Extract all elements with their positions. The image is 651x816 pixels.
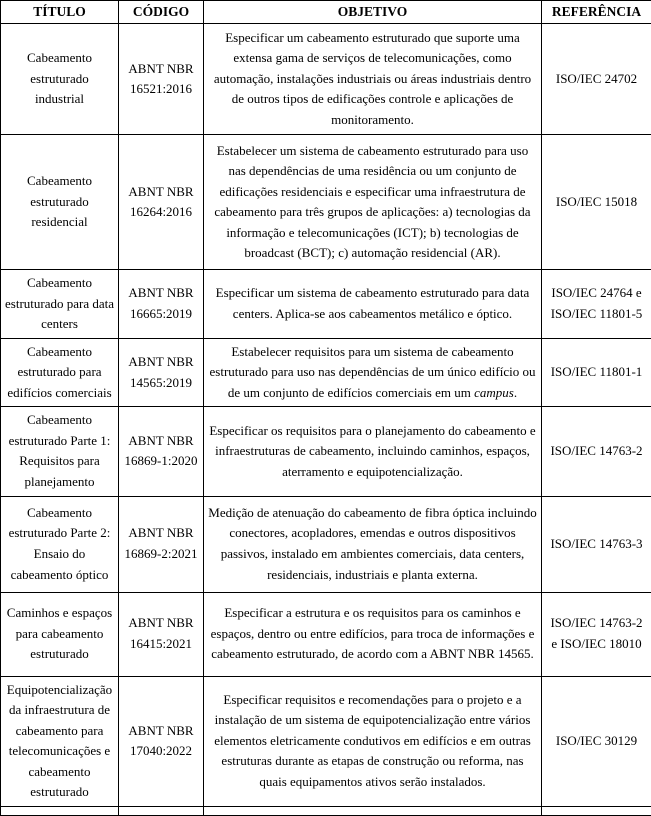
empty-cell <box>542 806 651 815</box>
cell-objetivo: Estabelecer um sistema de cabeamento estruturado para uso nas dependências de uma residência ou um conjunto de edificações residenciais e especificar uma infraestrutura de cabeamento para três grupos de aplicações: a) tecnologias da informação e telecomunicações (ICT); b) tecnologias de broadcast (BCT); c) automação residencial (AR). <box>204 135 542 270</box>
cell-objetivo: Especificar um sistema de cabeamento estruturado para data centers. Aplica-se aos cabeamentos metálico e óptico. <box>204 270 542 339</box>
col-header-titulo: TÍTULO <box>1 1 119 24</box>
cell-titulo: Cabeamento estruturado Parte 1: Requisitos para planejamento <box>1 407 119 496</box>
cell-titulo: Cabeamento estruturado Parte 2: Ensaio do cabeamento óptico <box>1 496 119 592</box>
cell-referencia: ISO/IEC 24702 <box>542 24 651 135</box>
cell-referencia: ISO/IEC 11801-1 <box>542 338 651 407</box>
cell-codigo: ABNT NBR 14565:2019 <box>119 338 204 407</box>
cell-objetivo: Especificar um cabeamento estruturado que suporte uma extensa gama de serviços de telecomunicações, como automação, instalações industriais ou áreas industriais dentro de outros tipos de edificações controle e aplicações de monitoramento. <box>204 24 542 135</box>
cell-titulo: Caminhos e espaços para cabeamento estruturado <box>1 592 119 676</box>
col-header-objetivo: OBJETIVO <box>204 1 542 24</box>
cell-referencia: ISO/IEC 30129 <box>542 676 651 806</box>
header-row <box>1 1 651 24</box>
cell-titulo: Cabeamento estruturado residencial <box>1 135 119 270</box>
cell-codigo: ABNT NBR 16665:2019 <box>119 270 204 339</box>
cell-titulo: Cabeamento estruturado para edifícios comerciais <box>1 338 119 407</box>
cell-titulo: Equipotencialização da infraestrutura de cabeamento para telecomunicações e cabeamento estruturado <box>1 676 119 806</box>
cell-titulo: Cabeamento estruturado industrial <box>1 24 119 135</box>
cell-codigo: ABNT NBR 16869-1:2020 <box>119 407 204 496</box>
cell-codigo: ABNT NBR 16264:2016 <box>119 135 204 270</box>
cell-referencia: ISO/IEC 24764 e ISO/IEC 11801-5 <box>542 270 651 339</box>
table-row <box>1 270 651 339</box>
table-row <box>1 24 651 135</box>
cell-referencia: ISO/IEC 14763-2 e ISO/IEC 18010 <box>542 592 651 676</box>
cell-referencia: ISO/IEC 14763-3 <box>542 496 651 592</box>
cell-codigo: ABNT NBR 16415:2021 <box>119 592 204 676</box>
cell-referencia: ISO/IEC 15018 <box>542 135 651 270</box>
cell-codigo: ABNT NBR 17040:2022 <box>119 676 204 806</box>
empty-cell <box>119 806 204 815</box>
table-row <box>1 592 651 676</box>
col-header-referencia: REFERÊNCIA <box>542 1 651 24</box>
table-row <box>1 407 651 496</box>
empty-row <box>1 806 651 815</box>
col-header-codigo: CÓDIGO <box>119 1 204 24</box>
cell-objetivo: Especificar os requisitos para o planejamento do cabeamento e infraestruturas de cabeamento, incluindo caminhos, espaços, aterramento e equipotencialização. <box>204 407 542 496</box>
cell-codigo: ABNT NBR 16869-2:2021 <box>119 496 204 592</box>
cell-titulo: Cabeamento estruturado para data centers <box>1 270 119 339</box>
cell-objetivo: Medição de atenuação do cabeamento de fibra óptica incluindo conectores, acopladores, emendas e outros dispositivos passivos, instalado em ambientes comerciais, data centers, residenciais, industriais e planta externa. <box>204 496 542 592</box>
cell-objetivo: Estabelecer requisitos para um sistema de cabeamento estruturado para uso nas dependências de um único edifício ou de um conjunto de edifícios comerciais em um campus. <box>204 338 542 407</box>
cell-codigo: ABNT NBR 16521:2016 <box>119 24 204 135</box>
empty-cell <box>1 806 119 815</box>
table-row <box>1 496 651 592</box>
cell-objetivo: Especificar a estrutura e os requisitos para os caminhos e espaços, dentro ou entre edifícios, para troca de informações e cabeamento estruturado, de acordo com a ABNT NBR 14565. <box>204 592 542 676</box>
table-row <box>1 676 651 806</box>
cell-objetivo: Especificar requisitos e recomendações para o projeto e a instalação de um sistema de equipotencialização entre vários elementos eletricamente condutivos em edifícios e em outras estruturas durante as etapas de construção ou reforma, nas quais equipamentos ativos serão instalados. <box>204 676 542 806</box>
empty-cell <box>204 806 542 815</box>
table-row <box>1 338 651 407</box>
cell-referencia: ISO/IEC 14763-2 <box>542 407 651 496</box>
table-row <box>1 135 651 270</box>
